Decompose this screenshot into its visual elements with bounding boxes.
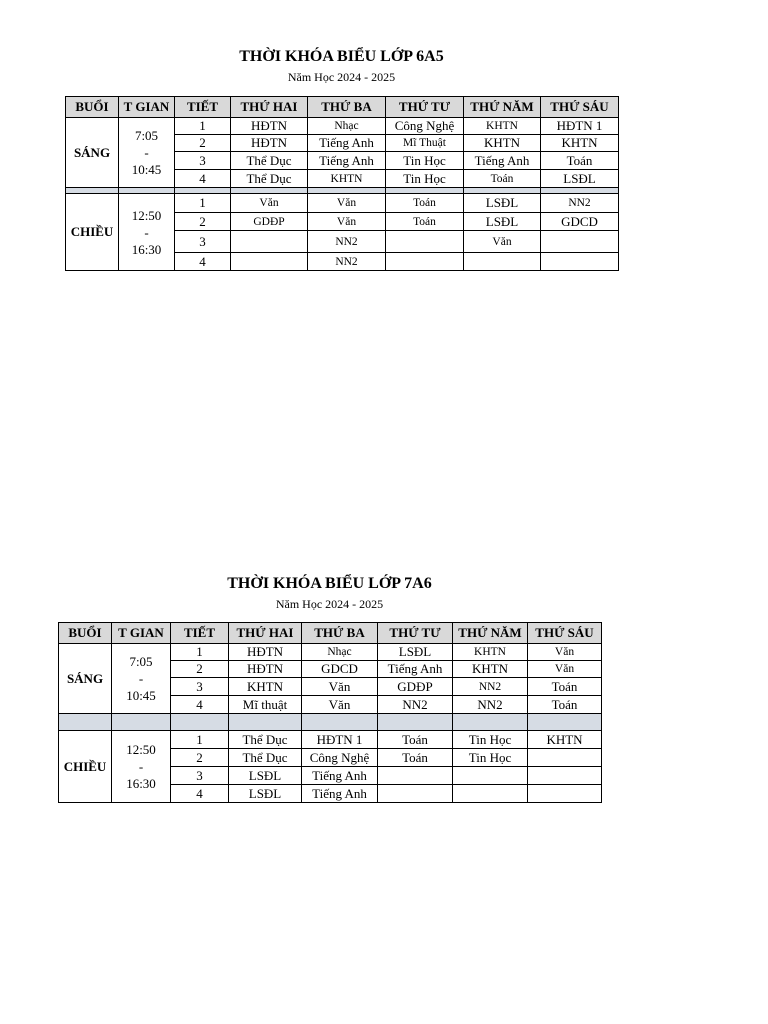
subject-cell: Văn — [528, 644, 602, 661]
separator-cell — [528, 714, 602, 731]
separator-cell — [378, 714, 453, 731]
subject-cell: Tiếng Anh — [464, 152, 541, 170]
time-range — [119, 194, 175, 271]
subject-cell — [453, 767, 528, 785]
subject-cell — [378, 767, 453, 785]
subject-cell: GDĐP — [378, 678, 453, 696]
subject-cell — [453, 785, 528, 803]
subject-cell: GDCD — [302, 661, 378, 678]
subject-cell — [541, 231, 619, 253]
header-cell: T GIAN — [119, 97, 175, 118]
subject-cell — [528, 749, 602, 767]
header-row — [66, 97, 619, 118]
subject-cell: KHTN — [308, 170, 386, 188]
subject-cell: LSĐL — [541, 170, 619, 188]
subject-cell: NN2 — [308, 231, 386, 253]
time-range — [112, 731, 171, 803]
period-number: 3 — [175, 152, 231, 170]
separator-row — [59, 714, 602, 731]
subject-cell — [231, 231, 308, 253]
subject-cell: Văn — [308, 194, 386, 213]
time-range — [112, 644, 171, 714]
subject-cell: GDCD — [541, 213, 619, 231]
subject-cell: KHTN — [541, 135, 619, 152]
session-label: CHIỀU — [66, 194, 119, 271]
subject-cell: NN2 — [541, 194, 619, 213]
subject-cell: Văn — [464, 231, 541, 253]
header-cell: THỨ NĂM — [464, 97, 541, 118]
subject-cell: Văn — [302, 696, 378, 714]
subject-cell: LSĐL — [464, 194, 541, 213]
period-number: 2 — [171, 661, 229, 678]
time-separator: - — [138, 671, 144, 686]
table-row — [66, 118, 619, 135]
header-cell: BUỔI — [66, 97, 119, 118]
subject-cell: Thể Dục — [231, 170, 308, 188]
subject-cell — [231, 253, 308, 271]
subject-cell — [464, 253, 541, 271]
subject-cell: Toán — [528, 696, 602, 714]
separator-cell — [59, 714, 112, 731]
subject-cell: Tin Học — [386, 170, 464, 188]
period-number: 4 — [175, 253, 231, 271]
subject-cell: LSĐL — [378, 644, 453, 661]
subject-cell: KHTN — [453, 661, 528, 678]
subject-cell: HĐTN 1 — [541, 118, 619, 135]
time-separator: - — [144, 224, 149, 240]
subject-cell — [541, 253, 619, 271]
period-number: 2 — [171, 749, 229, 767]
subject-cell: Công Nghệ — [302, 749, 378, 767]
header-cell: TIẾT — [175, 97, 231, 118]
period-number: 1 — [171, 731, 229, 749]
header-cell: T GIAN — [112, 623, 171, 644]
time-start: 7:05 — [134, 128, 159, 143]
time-range — [119, 118, 175, 188]
header-cell: THỨ NĂM — [453, 623, 528, 644]
subject-cell: Tiếng Anh — [308, 152, 386, 170]
header-cell: THỨ SÁU — [541, 97, 619, 118]
subject-cell: HĐTN — [231, 118, 308, 135]
header-cell: THỨ BA — [308, 97, 386, 118]
time-separator: - — [144, 145, 149, 160]
subject-cell: Tin Học — [386, 152, 464, 170]
table-row — [59, 731, 602, 749]
subject-cell: GDĐP — [231, 213, 308, 231]
period-number: 4 — [171, 696, 229, 714]
subject-cell: NN2 — [378, 696, 453, 714]
period-number: 1 — [171, 644, 229, 661]
subject-cell: Thể Dục — [229, 731, 302, 749]
subject-cell: LSĐL — [229, 767, 302, 785]
subject-cell: NN2 — [453, 678, 528, 696]
time-start: 12:50 — [126, 742, 156, 757]
separator-cell — [302, 714, 378, 731]
separator-cell — [229, 714, 302, 731]
table-row — [59, 644, 602, 661]
subject-cell: Tiếng Anh — [302, 785, 378, 803]
header-cell: TIẾT — [171, 623, 229, 644]
period-number: 1 — [175, 118, 231, 135]
time-end: 10:45 — [126, 688, 156, 703]
subject-cell: KHTN — [453, 644, 528, 661]
subject-cell: KHTN — [229, 678, 302, 696]
time-start: 7:05 — [129, 654, 153, 669]
time-end: 10:45 — [131, 162, 162, 177]
separator-cell — [453, 714, 528, 731]
subject-cell: Văn — [231, 194, 308, 213]
separator-cell — [112, 714, 171, 731]
period-number: 2 — [175, 135, 231, 152]
header-cell: THỨ HAI — [229, 623, 302, 644]
subject-cell: Nhạc — [302, 644, 378, 661]
subject-cell: Văn — [528, 661, 602, 678]
subject-cell: Toán — [386, 213, 464, 231]
timetable-subtitle: Năm Học 2024 - 2025 — [287, 70, 396, 84]
period-number: 2 — [175, 213, 231, 231]
subject-cell: KHTN — [464, 118, 541, 135]
subject-cell — [386, 231, 464, 253]
subject-cell: LSĐL — [464, 213, 541, 231]
subject-cell: Mĩ Thuật — [386, 135, 464, 152]
separator-cell — [171, 714, 229, 731]
subject-cell: KHTN — [464, 135, 541, 152]
subject-cell: Toán — [378, 731, 453, 749]
subject-cell: Mĩ thuật — [229, 696, 302, 714]
time-start: 12:50 — [131, 207, 162, 223]
subject-cell: Tin Học — [453, 731, 528, 749]
header-cell: THỨ TƯ — [386, 97, 464, 118]
period-number: 3 — [171, 767, 229, 785]
table-row — [66, 194, 619, 213]
subject-cell: Tiếng Anh — [378, 661, 453, 678]
subject-cell — [386, 253, 464, 271]
time-end: 16:30 — [131, 241, 162, 257]
header-cell: THỨ BA — [302, 623, 378, 644]
session-label: SÁNG — [59, 644, 112, 714]
time-end: 16:30 — [126, 776, 156, 791]
period-number: 1 — [175, 194, 231, 213]
header-cell: THỨ SÁU — [528, 623, 602, 644]
subject-cell: Văn — [308, 213, 386, 231]
subject-cell: Toán — [386, 194, 464, 213]
period-number: 4 — [171, 785, 229, 803]
subject-cell — [528, 767, 602, 785]
subject-cell: Toán — [541, 152, 619, 170]
timetable-7a6 — [58, 622, 602, 803]
subject-cell: NN2 — [453, 696, 528, 714]
timetable-subtitle: Năm Học 2024 - 2025 — [275, 597, 384, 611]
timetable-6a5 — [65, 96, 619, 271]
subject-cell: Công Nghệ — [386, 118, 464, 135]
subject-cell: NN2 — [308, 253, 386, 271]
subject-cell: HĐTN — [231, 135, 308, 152]
session-label: SÁNG — [66, 118, 119, 188]
subject-cell: Toán — [528, 678, 602, 696]
timetable-title: THỜI KHÓA BIỂU LỚP 6A5 — [239, 48, 444, 65]
subject-cell: Tiếng Anh — [308, 135, 386, 152]
subject-cell: Toán — [464, 170, 541, 188]
subject-cell — [378, 785, 453, 803]
subject-cell: Toán — [378, 749, 453, 767]
subject-cell: HĐTN 1 — [302, 731, 378, 749]
period-number: 3 — [175, 231, 231, 253]
subject-cell: HĐTN — [229, 661, 302, 678]
subject-cell: Văn — [302, 678, 378, 696]
subject-cell: KHTN — [528, 731, 602, 749]
header-cell: THỨ HAI — [231, 97, 308, 118]
subject-cell: Thể Dục — [231, 152, 308, 170]
session-label: CHIỀU — [59, 731, 112, 803]
subject-cell: HĐTN — [229, 644, 302, 661]
header-cell: THỨ TƯ — [378, 623, 453, 644]
timetable-title: THỜI KHÓA BIỂU LỚP 7A6 — [227, 575, 432, 592]
subject-cell: LSĐL — [229, 785, 302, 803]
period-number: 4 — [175, 170, 231, 188]
subject-cell — [528, 785, 602, 803]
subject-cell: Tiếng Anh — [302, 767, 378, 785]
time-separator: - — [138, 759, 144, 774]
header-cell: BUỔI — [59, 623, 112, 644]
header-row — [59, 623, 602, 644]
period-number: 3 — [171, 678, 229, 696]
subject-cell: Thể Dục — [229, 749, 302, 767]
subject-cell: Nhạc — [308, 118, 386, 135]
subject-cell: Tin Học — [453, 749, 528, 767]
